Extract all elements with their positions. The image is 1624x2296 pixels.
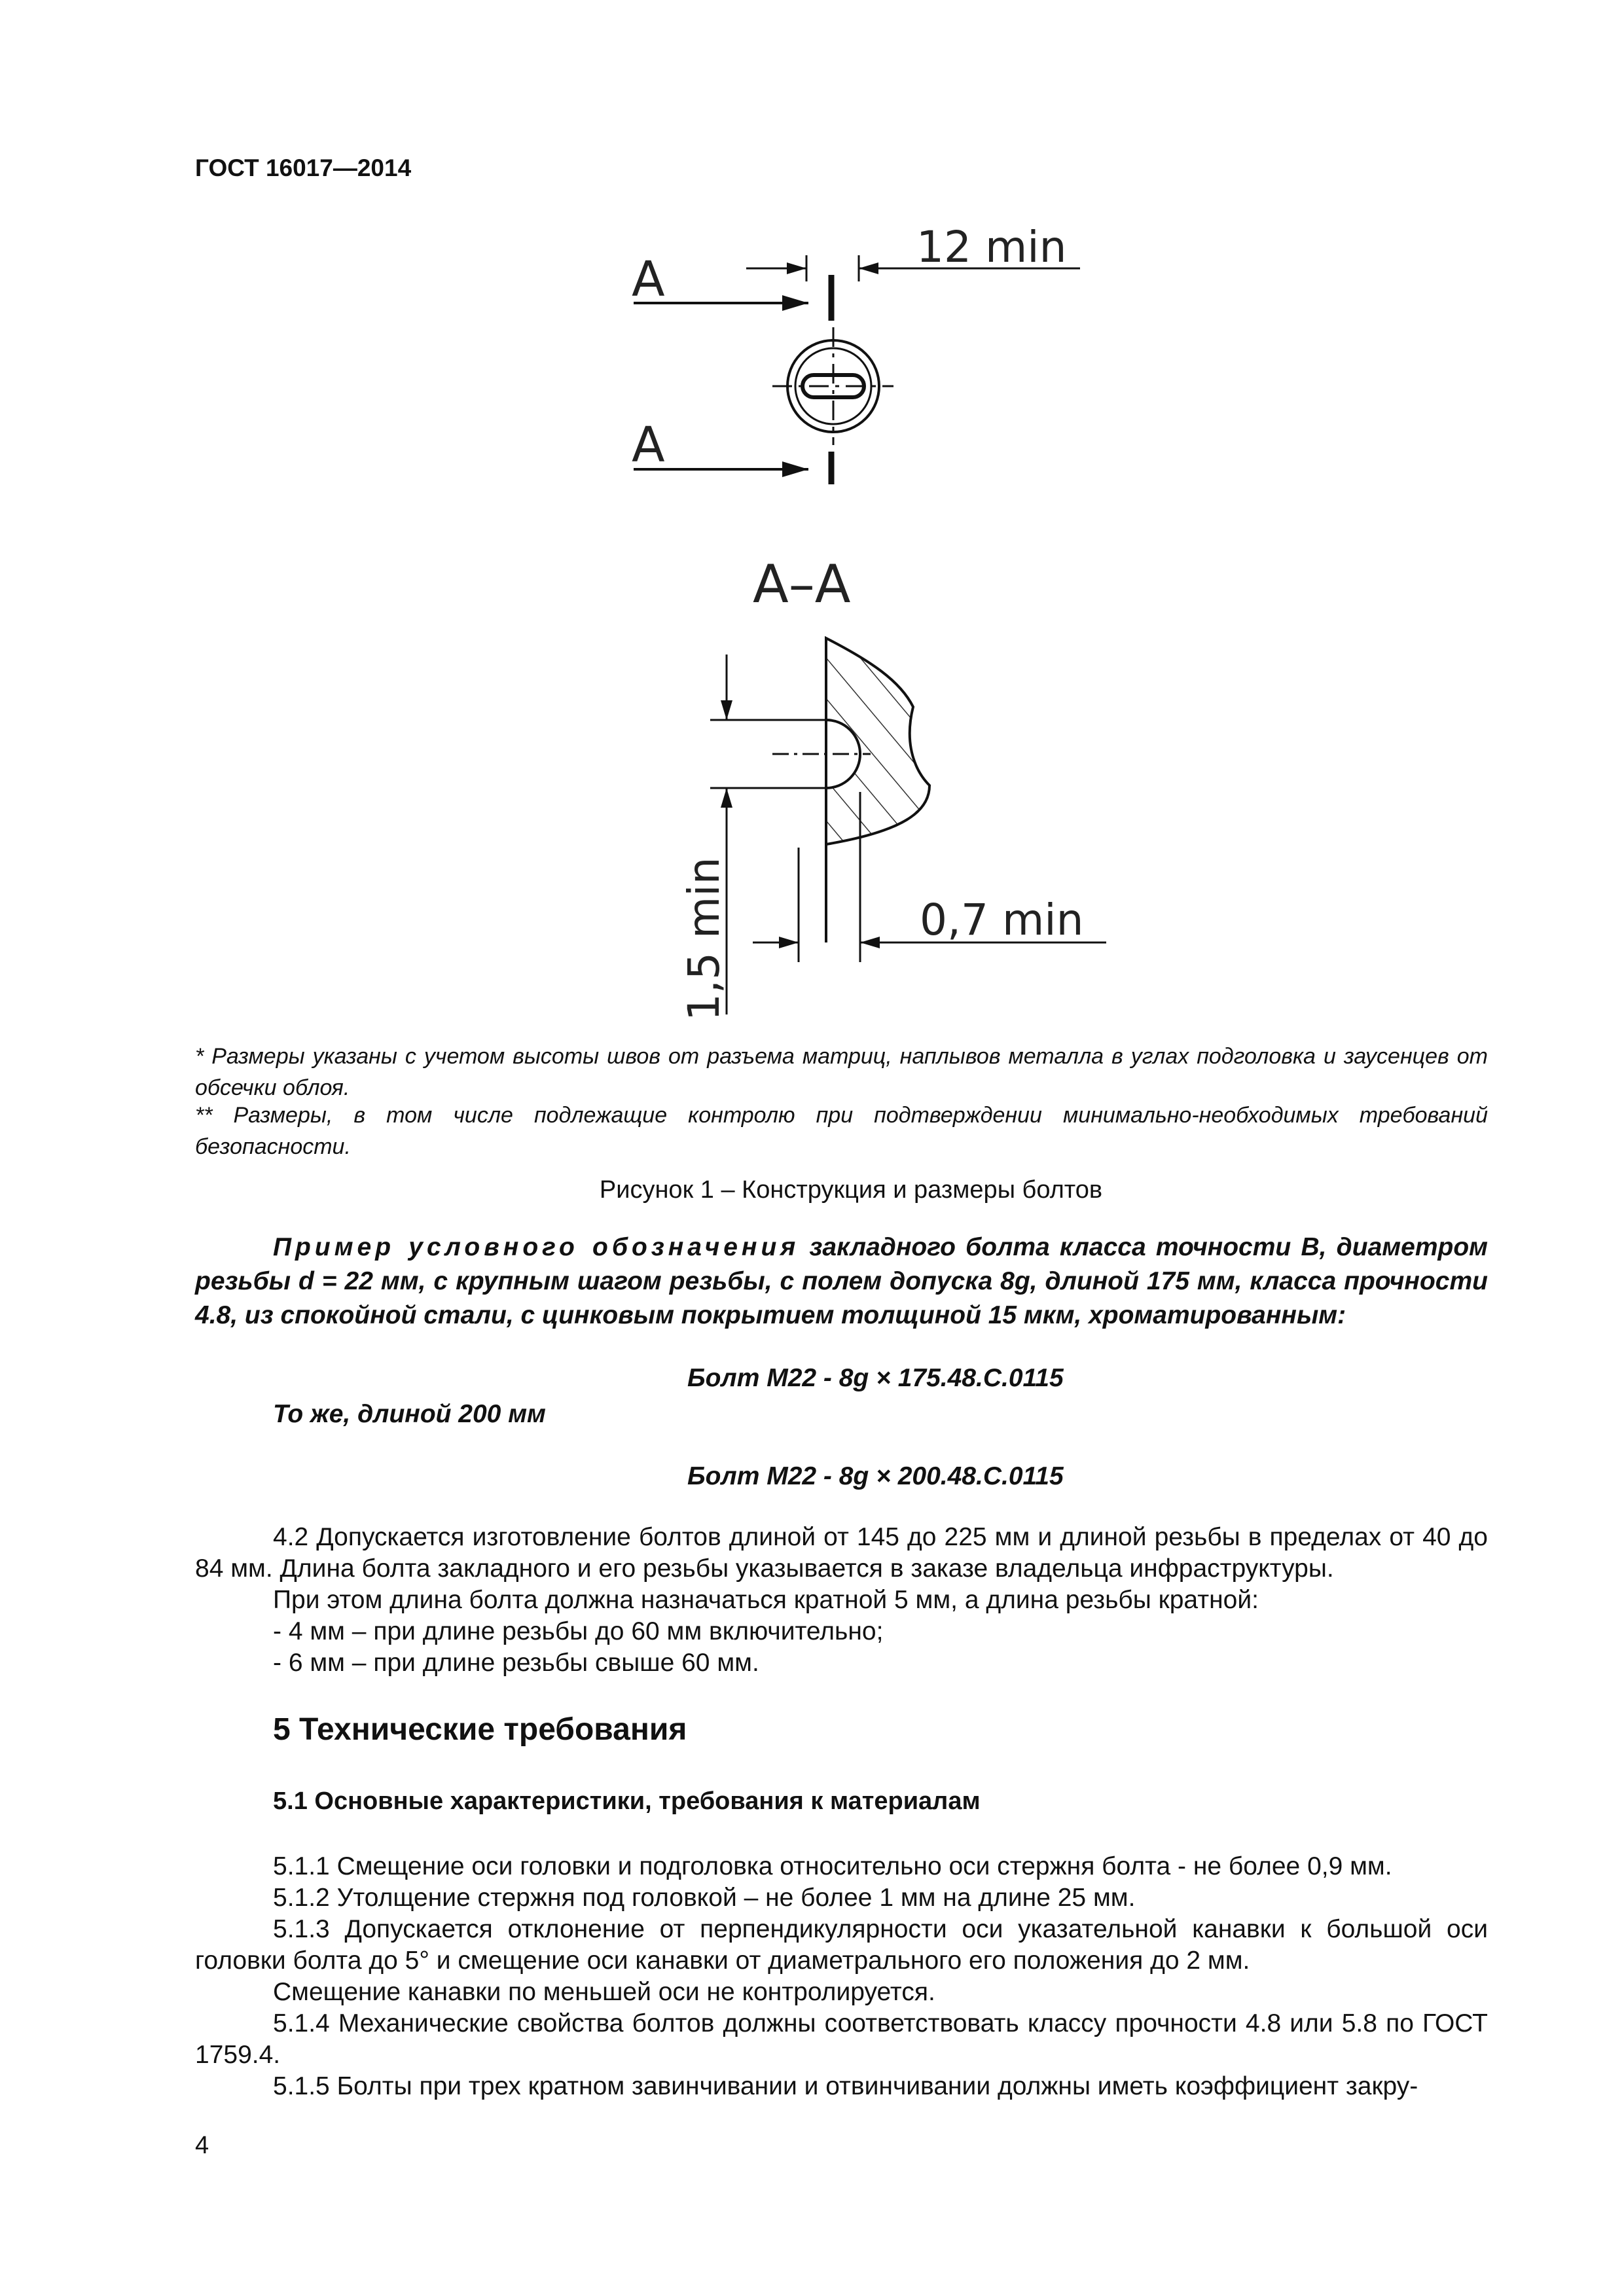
example-paragraph: [195, 1230, 1488, 1333]
subsection-5-1-title: 5.1 Основные характеристики, требования к материалам: [273, 1787, 981, 1815]
dim-depth: 0,7 min: [920, 895, 1084, 945]
para-5-1-2: 5.1.2 Утолщение стержня под головкой – не более 1 мм на длине 25 мм.: [273, 1884, 1136, 1912]
para-4-2: 4.2 Допускается изготовление болтов длиной от 145 до 225 мм и длиной резьбы в пределах от 40 до 84 мм. Длина болта закладного и его резьбы указывается в заказе владельца инфраструктуры.: [195, 1523, 1488, 1583]
page-number: 4: [195, 2132, 209, 2159]
section-5-title: 5 Технические требования: [273, 1712, 687, 1747]
designation-2: Болт М22 - 8g × 200.48.С.0115: [687, 1462, 1064, 1490]
footnote-1: * Размеры указаны с учетом высоты швов от разъема матриц, наплывов металла в углах подголовка и заусенцев от обсечки облоя.: [195, 1044, 1488, 1100]
example-text: закладного болта класса точности В, диаметром резьбы d = 22 мм, с крупным шагом резьбы, с полем допуска 8g, длиной 175 мм, класса прочности 4.8, из спокойной стали, с цинковым покрытием толщиной 15 мкм, хроматированным:: [195, 1233, 1488, 1329]
example-lead: Пример условного обозначения: [273, 1233, 800, 1261]
list-item-2: - 6 мм – при длине резьбы свыше 60 мм.: [273, 1649, 759, 1677]
section-a-a-label: А–А: [753, 554, 851, 615]
para-5-1-3-note: Смещение канавки по меньшей оси не контролируется.: [273, 1978, 935, 2006]
footnote-2: ** Размеры, в том числе подлежащие контролю при подтверждении минимально-необходимых требований безопасности.: [195, 1103, 1488, 1159]
document-header: ГОСТ 16017—2014: [195, 154, 412, 181]
para-5-1-3: 5.1.3 Допускается отклонение от перпендикулярности оси указательной канавки к большой оси головки болта до 5° и смещение оси канавки от диаметрального его положения до 2 мм.: [195, 1915, 1488, 1975]
section-label-a-bottom: А: [632, 417, 665, 473]
same-length-note: То же, длиной 200 мм: [273, 1400, 546, 1428]
para-5-1-4: 5.1.4 Механические свойства болтов должны соответствовать классу прочности 4.8 или 5.8 по ГОСТ 1759.4.: [195, 2009, 1488, 2069]
para-5-1-1: 5.1.1 Смещение оси головки и подголовка относительно оси стержня болта - не более 0,9 мм.: [273, 1852, 1392, 1880]
para-4-2-multiple: При этом длина болта должна назначаться кратной 5 мм, а длина резьбы кратной:: [273, 1586, 1259, 1614]
dim-groove-width: 12 min: [916, 222, 1067, 272]
figure-caption: Рисунок 1 – Конструкция и размеры болтов: [599, 1176, 1103, 1204]
dim-height: 1,5 min: [679, 857, 729, 1021]
para-5-1-5: 5.1.5 Болты при трех кратном завинчивании и отвинчивании должны иметь коэффициент закру-: [273, 2072, 1418, 2100]
designation-1: Болт М22 - 8g × 175.48.С.0115: [687, 1364, 1064, 1392]
bolt-head-drawing: [0, 0, 1624, 1060]
list-item-1: - 4 мм – при длине резьбы до 60 мм включительно;: [273, 1617, 884, 1645]
section-label-a-top: А: [632, 251, 665, 308]
